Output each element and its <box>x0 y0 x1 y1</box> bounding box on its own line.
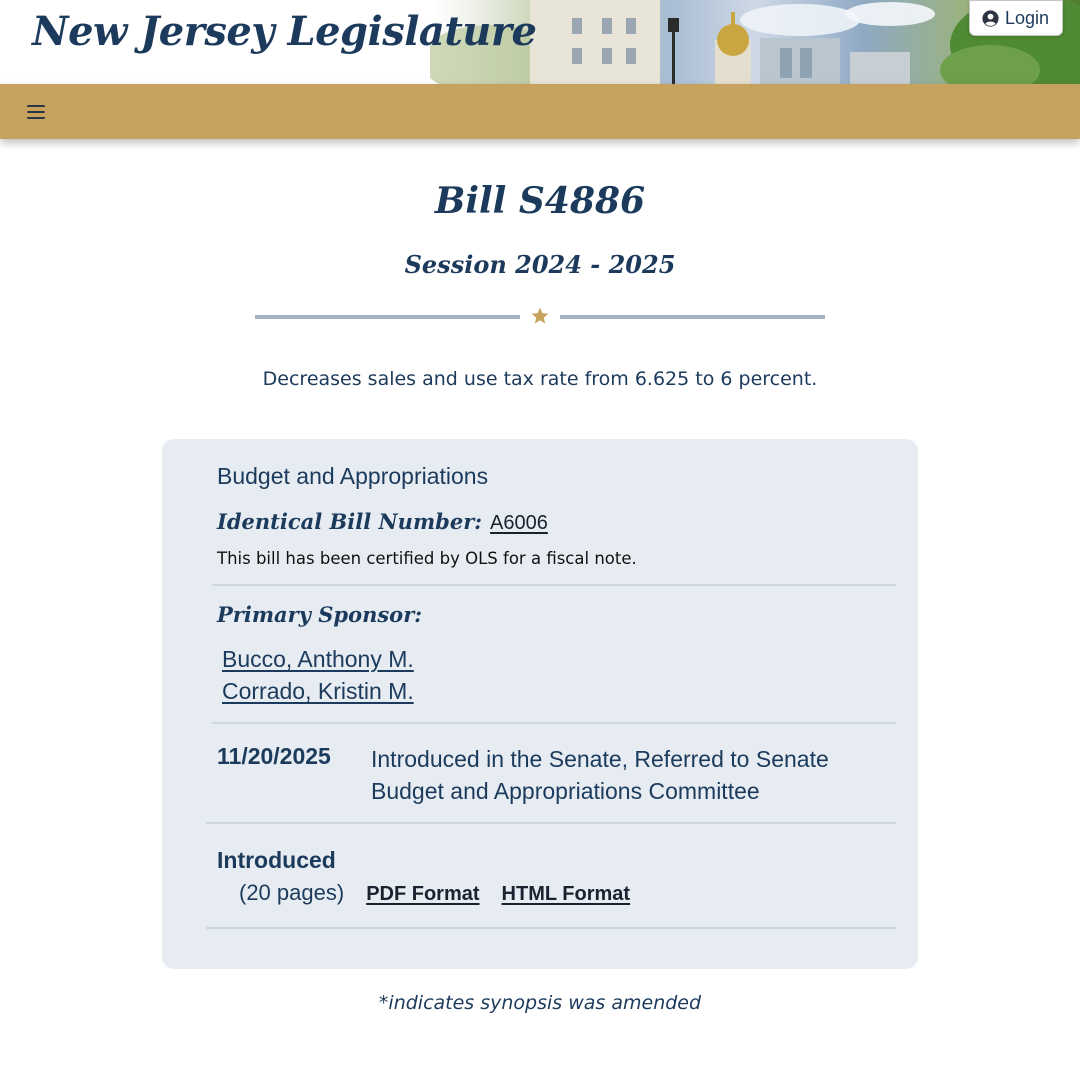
synopsis-footnote: *indicates synopsis was amended <box>378 992 702 1014</box>
sponsor-link[interactable]: Corrado, Kristin M. <box>222 678 414 704</box>
sponsor-list <box>222 643 414 707</box>
committee-name: Budget and Appropriations <box>217 463 489 489</box>
bill-details-card <box>162 439 918 969</box>
star-divider <box>255 305 825 329</box>
login-button[interactable] <box>969 0 1063 36</box>
hamburger-icon[interactable] <box>27 105 45 119</box>
identical-bill-link[interactable]: A6006 <box>490 512 548 534</box>
version-name: Introduced <box>217 847 336 873</box>
session-subtitle: Session 2024 - 2025 <box>404 250 676 279</box>
section-divider <box>212 722 896 724</box>
page-count: (20 pages) <box>239 880 345 905</box>
html-format-link[interactable]: HTML Format <box>501 883 631 905</box>
site-title[interactable]: New Jersey Legislature <box>32 8 537 55</box>
fiscal-note-text: This bill has been certified by OLS for a fiscal note. <box>217 549 637 568</box>
section-divider <box>206 822 896 824</box>
identical-bill-label: Identical Bill Number: <box>217 509 483 534</box>
section-divider <box>206 927 896 929</box>
action-date: 11/20/2025 <box>217 743 331 769</box>
main-navbar <box>0 84 1080 139</box>
pdf-format-link[interactable]: PDF Format <box>366 883 480 905</box>
version-documents <box>239 880 630 906</box>
star-icon <box>530 306 550 326</box>
login-label: Login <box>1004 7 1049 28</box>
header-banner <box>0 0 1080 84</box>
primary-sponsor-label: Primary Sponsor: <box>217 602 423 627</box>
identical-bill-row <box>217 509 548 535</box>
page-title: Bill S4886 <box>434 180 646 222</box>
sponsor-link[interactable]: Bucco, Anthony M. <box>222 646 414 672</box>
user-circle-icon <box>982 10 999 27</box>
action-description: Introduced in the Senate, Referred to Senate Budget and Appropriations Committee <box>371 746 829 804</box>
bill-synopsis: Decreases sales and use tax rate from 6.625 to 6 percent. <box>262 368 818 390</box>
section-divider <box>212 584 896 586</box>
